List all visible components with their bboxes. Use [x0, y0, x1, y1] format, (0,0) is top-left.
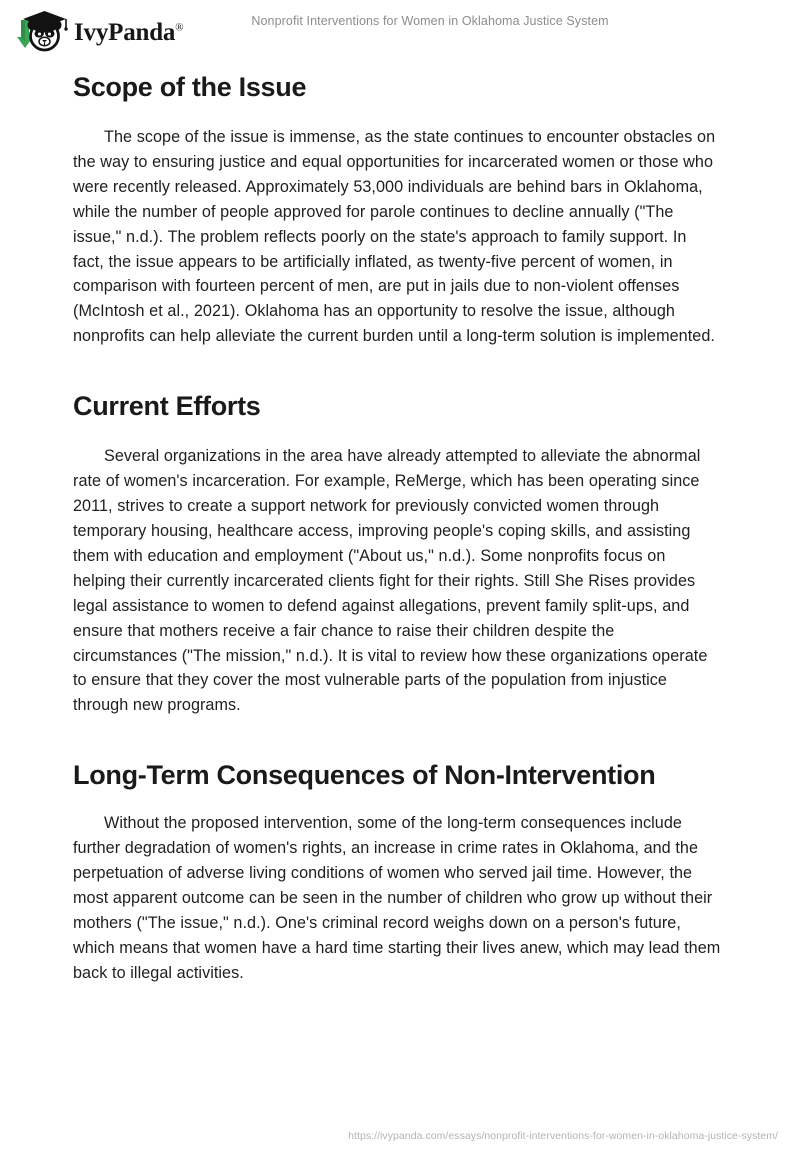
section-scope-of-the-issue: [73, 72, 721, 349]
section-long-term-consequences: [73, 760, 721, 985]
section-spacer: [73, 379, 721, 391]
section-paragraph: The scope of the issue is immense, as the state continues to encounter obstacles on the way to ensuring justice and equal opportunities for incarcerated women or those who were recently released. Approximately 53,000 individuals are behind bars in Oklahoma, while the number of people approved for parole continues to decline annually ("The issue," n.d.). The problem reflects poorly on the state's approach to family support. In fact, the issue appears to be artificially inflated, as twenty-five percent of women, in comparison with fourteen percent of men, are put in jails due to non-violent offenses (McIntosh et al., 2021). Oklahoma has an opportunity to resolve the issue, although nonprofits can help alleviate the current burden until a long-term solution is implemented.: [73, 128, 716, 346]
section-heading: Long-Term Consequences of Non-Intervention: [73, 760, 656, 791]
document-body: [73, 72, 721, 1016]
source-url[interactable]: https://ivypanda.com/essays/nonprofit-interventions-for-women-in-oklahoma-justice-system/: [348, 1130, 778, 1142]
registered-trademark-symbol: ®: [175, 21, 184, 34]
section-paragraph: Several organizations in the area have already attempted to alleviate the abnormal rate of women's incarceration. For example, ReMerge, which has been operating since 2011, strives to create a support network for previously convicted women through temporary housing, healthcare access, improving people's coping skills, and assisting them with education and employment ("About us," n.d.). Some nonprofits focus on helping their currently incarcerated clients fight for their rights. Still She Rises provides legal assistance to women to defend against allegations, prevent family split-ups, and ensure that mothers receive a fair chance to raise their children despite the circumstances ("The mission," n.d.). It is vital to review how these organizations operate to ensure that they cover the most vulnerable parts of the population from injustice through new programs.: [73, 447, 708, 715]
section-current-efforts: [73, 391, 721, 718]
document-title: Nonprofit Interventions for Women in Oklahoma Justice System: [251, 14, 609, 28]
page-header: [0, 0, 800, 62]
page-footer: [0, 1126, 800, 1144]
section-paragraph: Without the proposed intervention, some of the long-term consequences include further degradation of women's rights, an increase in crime rates in Oklahoma, and the perpetuation of adverse living conditions of women who served jail time. However, the most apparent outcome can be seen in the number of children who grow up without their mothers ("The issue," n.d.). One's criminal record weighs down on a person's future, which means that women have a hard time starting their lives anew, which may lead them back to illegal activities.: [73, 814, 721, 982]
section-heading: Current Efforts: [73, 391, 261, 422]
section-heading: Scope of the Issue: [73, 72, 307, 102]
section-spacer: [73, 748, 721, 760]
brand-name-text: IvyPanda: [74, 18, 176, 46]
